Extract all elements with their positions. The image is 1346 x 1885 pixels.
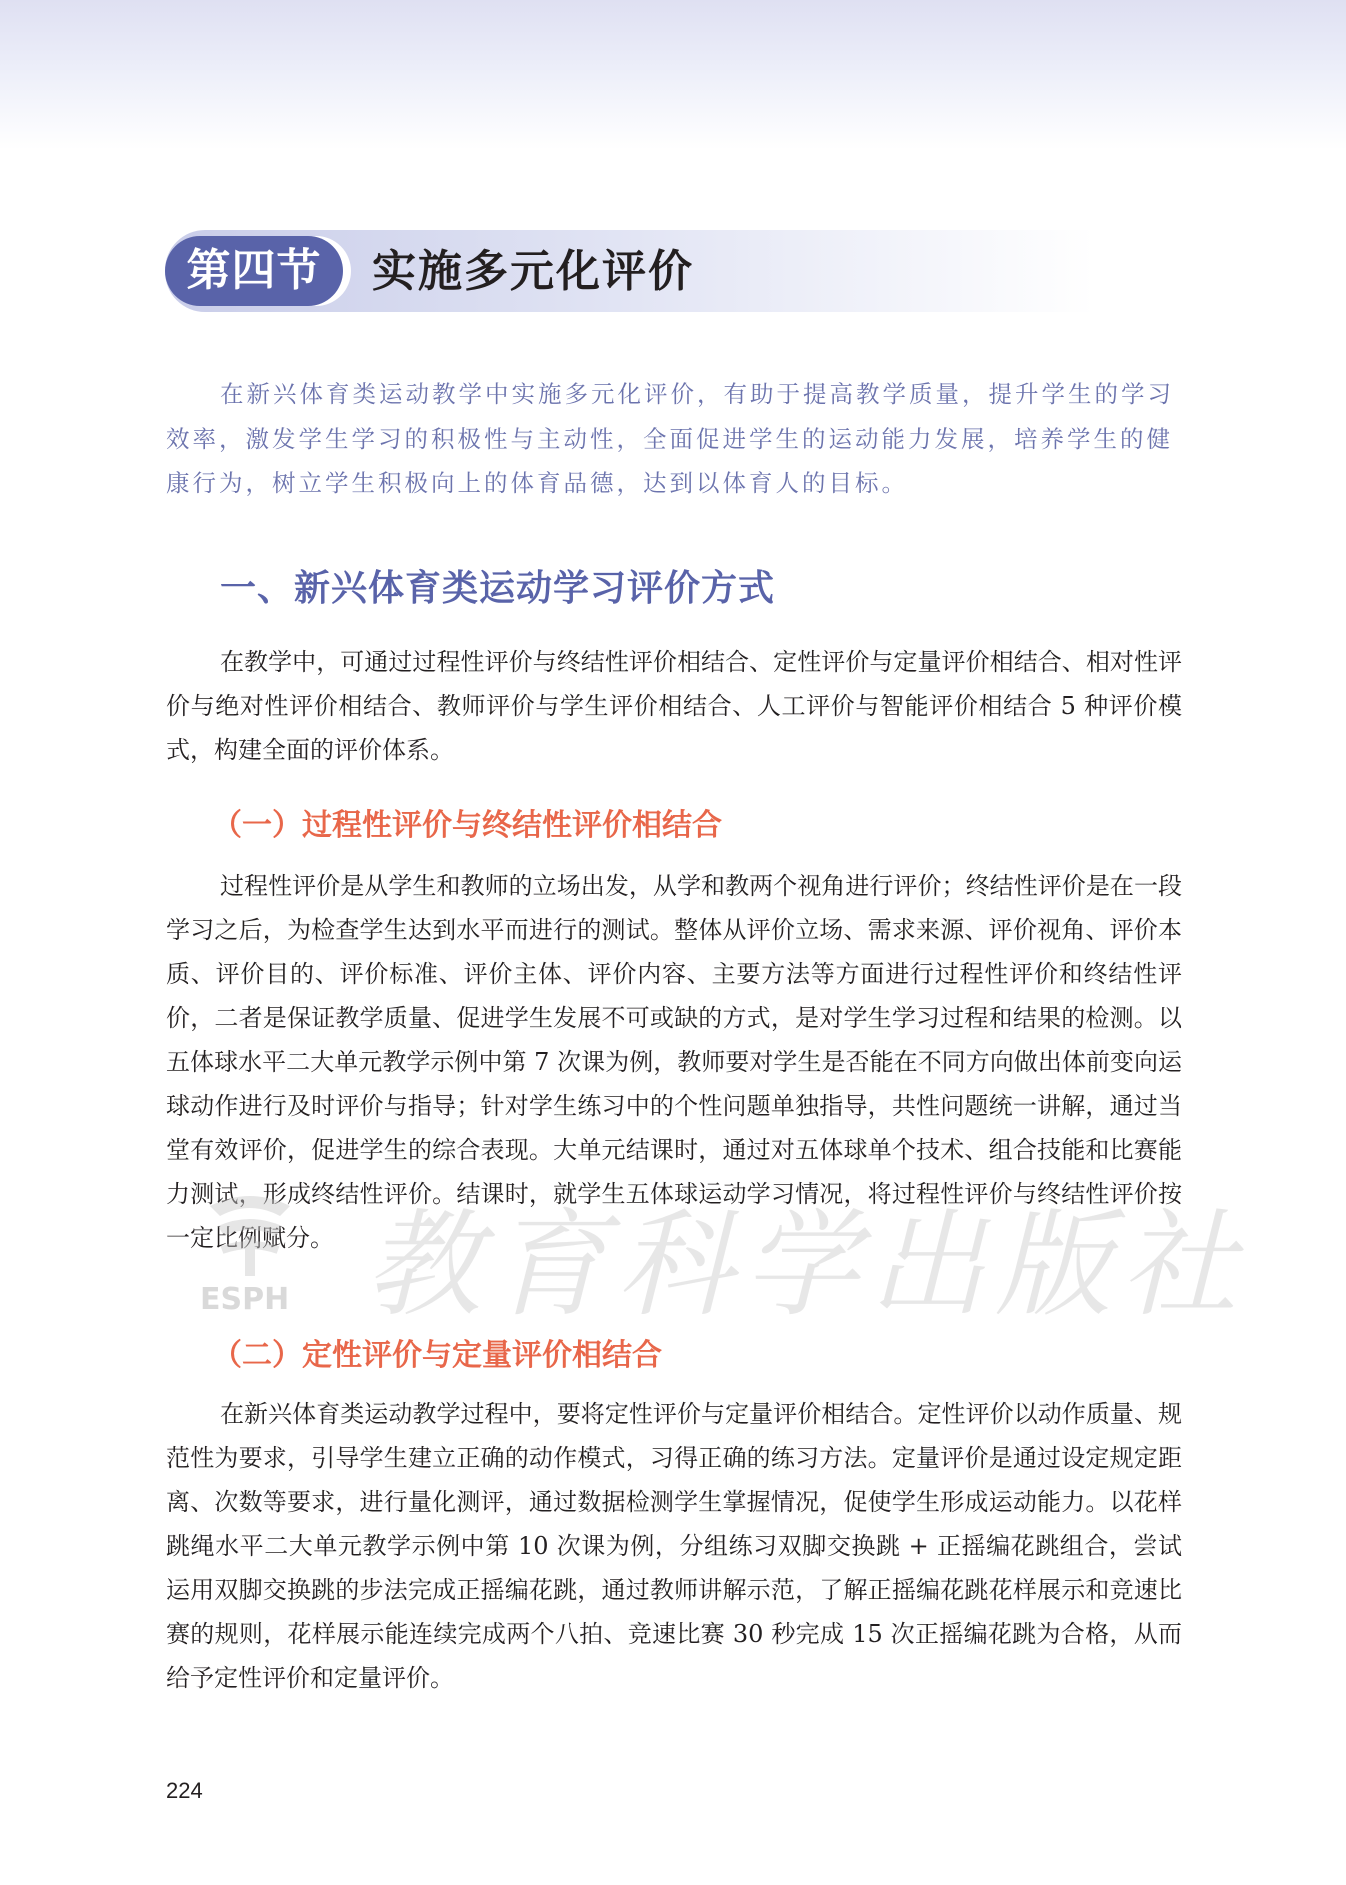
subsection-heading-1: （一）过程性评价与终结性评价相结合 xyxy=(212,808,722,843)
paragraph-evaluation-modes: 在教学中，可通过过程性评价与终结性评价相结合、定性评价与定量评价相结合、相对性评价与绝对性评价相结合、教师评价与学生评价相结合、人工评价与智能评价相结合 5 种评价模式，构建全面的评价体系。 xyxy=(166,648,1182,764)
subsection-body-1: 过程性评价是从学生和教师的立场出发，从学和教两个视角进行评价；终结性评价是在一段学习之后，为检查学生达到水平而进行的测试。整体从评价立场、需求来源、评价视角、评价本质、评价目的、评价标准、评价主体、评价内容、主要方法等方面进行过程性评价和终结性评价，二者是保证教学质量、促进学生发展不可或缺的方式，是对学生学习过程和结果的检测。以五体球水平二大单元教学示例中第 7 次课为例，教师要对学生是否能在不同方向做出体前变向运球动作进行及时评价与指导；针对学生练习中的个性问题单独指导，共性问题统一讲解，通过当堂有效评价，促进学生的综合表现。大单元结课时，通过对五体球单个技术、组合技能和比赛能力测试，形成终结性评价。结课时，就学生五体球运动学习情况，将过程性评价与终结性评价按一定比例赋分。 xyxy=(166,872,1182,1252)
section-title: 实施多元化评价 xyxy=(372,246,694,297)
page-header-gradient xyxy=(0,0,1346,150)
intro-paragraph: 在新兴体育类运动教学中实施多元化评价，有助于提高教学质量，提升学生的学习效率，激发学生学习的积极性与主动性，全面促进学生的运动能力发展，培养学生的健康行为，树立学生积极向上的体育品德，达到以体育人的目标。 xyxy=(166,380,1174,497)
section-tag-label: 第四节 xyxy=(186,245,322,296)
subsection-heading-2: （二）定性评价与定量评价相结合 xyxy=(212,1338,662,1373)
heading-level-1: 一、新兴体育类运动学习评价方式 xyxy=(220,568,776,609)
page-number: 224 xyxy=(166,1778,203,1803)
watermark-publisher-name: 教育科学出版社 xyxy=(365,1198,1247,1333)
watermark-abbr: ESPH xyxy=(200,1282,290,1317)
section-tag xyxy=(165,236,343,306)
subsection-body-2: 在新兴体育类运动教学过程中，要将定性评价与定量评价相结合。定性评价以动作质量、规范性为要求，引导学生建立正确的动作模式，习得正确的练习方法。定量评价是通过设定规定距离、次数等要求，进行量化测评，通过数据检测学生掌握情况，促使学生形成运动能力。以花样跳绳水平二大单元教学示例中第 10 次课为例，分组练习双脚交换跳 + 正摇编花跳组合，尝试运用双脚交换跳的步法完成正摇编花跳，通过教师讲解示范，了解正摇编花跳花样展示和竞速比赛的规则，花样展示能连续完成两个八拍、竞速比赛 30 秒完成 15 次正摇编花跳为合格，从而给予定性评价和定量评价。 xyxy=(166,1400,1182,1692)
